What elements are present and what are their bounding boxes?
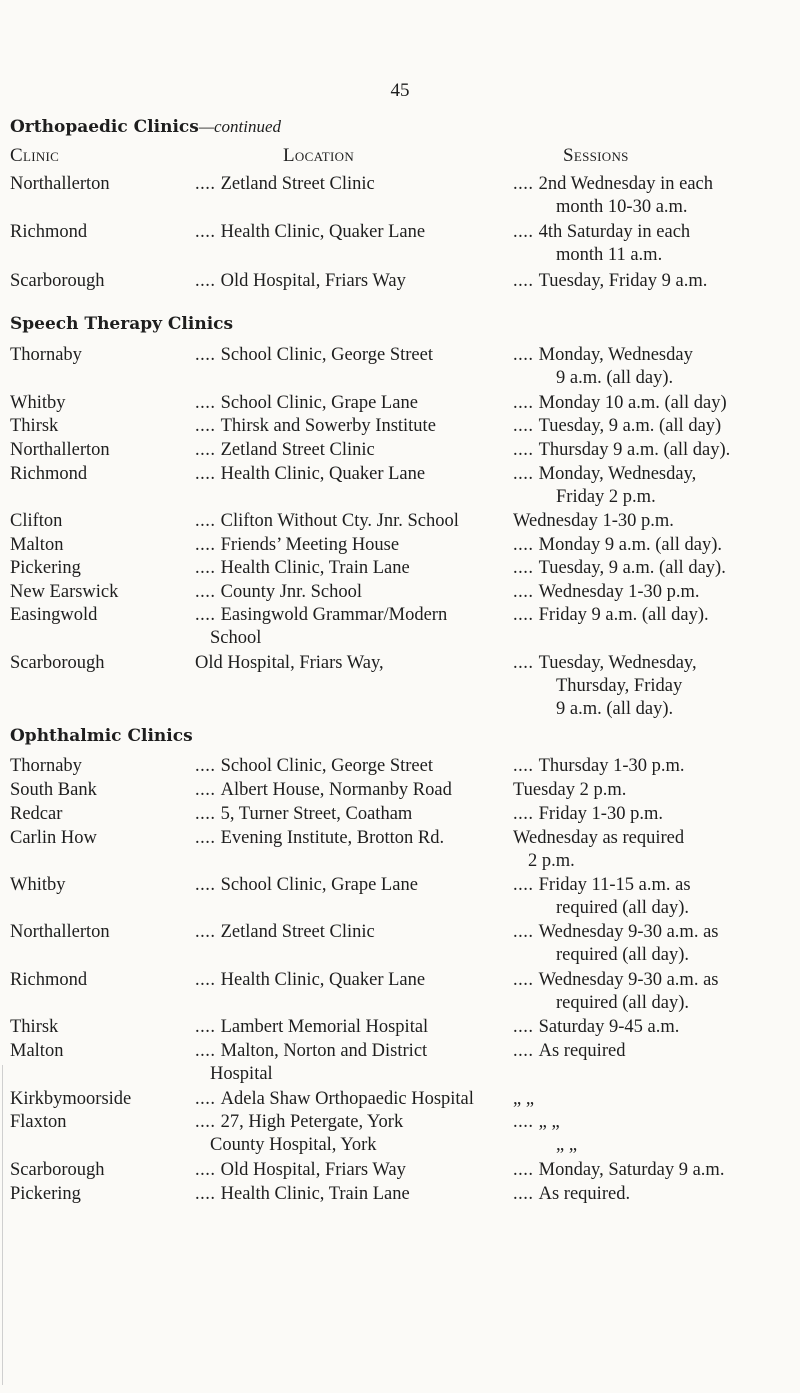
location-text: Thirsk and Sowerby Institute [220,416,436,436]
session-text: 2 p.m. [528,851,575,871]
clinic-sessions: .... As required. [513,1184,631,1204]
clinic-sessions: .... Friday 1-30 p.m. [513,804,663,824]
session-text: Tuesday 2 p.m. [513,780,627,800]
session-text: Monday, Saturday 9 a.m. [538,1160,725,1180]
clinic-sessions: .... Tuesday, Friday 9 a.m. [513,271,708,291]
clinic-name: Thirsk [10,416,59,436]
location-text: School [210,628,262,648]
continued-label: —continued [198,117,281,136]
location-text: Adela Shaw Orthopaedic Hospital [220,1089,474,1109]
clinic-sessions: .... Wednesday 9-30 a.m. as required (all day). [513,922,719,965]
section-title: Ophthalmic Clinics [10,726,193,746]
clinic-name: Northallerton [10,174,110,194]
session-text: 2nd Wednesday in each [538,174,714,194]
session-text: Tuesday, 9 a.m. (all day) [538,416,722,436]
location-text: Zetland Street Clinic [220,922,375,942]
clinic-location: .... Old Hospital, Friars Way [195,271,406,291]
clinic-sessions [513,779,798,802]
clinic-name: Scarborough [10,1160,105,1180]
clinic-location: .... Malton, Norton and District Hospital [195,1041,428,1084]
session-text: Wednesday 9-30 a.m. as [538,970,719,990]
clinic-location: .... Health Clinic, Quaker Lane [195,464,426,484]
clinic-sessions: .... Thursday 1-30 p.m. [513,756,685,776]
clinic-location: .... Old Hospital, Friars Way [195,1160,406,1180]
clinic-sessions: .... „ „ „ „ [513,1112,578,1155]
clinic-sessions: .... Monday, Saturday 9 a.m. [513,1160,725,1180]
clinic-location: .... School Clinic, George Street [195,345,433,365]
column-header-sessions: Sessions [563,145,629,166]
clinic-name: New Earswick [10,582,119,602]
session-text: 9 a.m. (all day). [556,368,674,388]
location-text: Evening Institute, Brotton Rd. [220,828,445,848]
clinic-name: Clifton [10,511,63,531]
clinic-location: .... Health Clinic, Train Lane [195,558,410,578]
session-text: Tuesday, Wednesday, [538,653,697,673]
clinic-name: Northallerton [10,440,110,460]
session-text: As required. [538,1184,631,1204]
location-text: School Clinic, Grape Lane [220,393,418,413]
clinic-name: Thornaby [10,345,82,365]
clinic-name: Richmond [10,222,88,242]
location-text: Health Clinic, Train Lane [220,1184,410,1204]
location-text: County Jnr. School [220,582,362,602]
clinic-name: Richmond [10,464,88,484]
session-text: Tuesday, Friday 9 a.m. [538,271,708,291]
location-text: Health Clinic, Train Lane [220,558,410,578]
clinic-name: Easingwold [10,605,98,625]
session-text: Monday 10 a.m. (all day) [538,393,727,413]
clinic-location: .... Easingwold Grammar/Modern School [195,605,448,648]
clinic-name: South Bank [10,780,97,800]
margin-line [2,1065,3,1385]
column-header-location: Location [283,145,355,166]
clinic-name: Malton [10,535,64,555]
session-text: „ „ [538,1112,560,1132]
clinic-location: .... School Clinic, George Street [195,756,433,776]
session-text: „ „ [556,1135,578,1155]
session-text: Thursday, Friday [556,676,683,696]
session-text: „ „ [513,1089,535,1109]
clinic-location: .... Health Clinic, Train Lane [195,1184,410,1204]
session-text: required (all day). [556,945,690,965]
location-text: County Hospital, York [210,1135,377,1155]
session-text: Monday 9 a.m. (all day). [538,535,723,555]
clinic-location: .... Zetland Street Clinic [195,922,375,942]
location-text: Hospital [210,1064,273,1084]
clinic-sessions: .... Saturday 9-45 a.m. [513,1017,680,1037]
session-text: month 10-30 a.m. [556,197,688,217]
clinic-name: Redcar [10,804,63,824]
session-text: Wednesday 1-30 p.m. [538,582,700,602]
session-text: Tuesday, 9 a.m. (all day). [538,558,726,578]
clinic-sessions: .... Monday, Wednesday, Friday 2 p.m. [513,464,697,507]
location-text: Health Clinic, Quaker Lane [220,464,426,484]
location-text: 27, High Petergate, York [220,1112,404,1132]
location-text: Old Hospital, Friars Way [220,271,406,291]
session-text: required (all day). [556,898,690,918]
clinic-location: .... Evening Institute, Brotton Rd. [195,828,445,848]
clinic-sessions: .... Friday 9 a.m. (all day). [513,605,709,625]
column-header-clinic: Clinic [10,145,60,166]
session-text: Friday 11-15 a.m. as [538,875,691,895]
clinic-sessions: .... Tuesday, Wednesday, Thursday, Friday 9 a.m. (all day). [513,653,697,719]
location-text: Lambert Memorial Hospital [220,1017,429,1037]
clinic-name: Whitby [10,875,66,895]
location-text: 5, Turner Street, Coatham [220,804,413,824]
session-text: Wednesday as required [513,828,685,848]
clinic-name: Whitby [10,393,66,413]
session-text: Friday 9 a.m. (all day). [538,605,709,625]
clinic-sessions [513,510,798,533]
session-text: Friday 2 p.m. [556,487,656,507]
clinic-sessions: .... Monday 10 a.m. (all day) [513,393,727,413]
page-number: 45 [390,80,410,101]
location-text: Friends’ Meeting House [220,535,400,555]
session-text: Friday 1-30 p.m. [538,804,663,824]
clinic-location: .... Clifton Without Cty. Jnr. School [195,511,459,531]
location-text: School Clinic, George Street [220,345,433,365]
clinic-sessions: .... As required [513,1041,626,1061]
location-text: Zetland Street Clinic [220,440,375,460]
clinic-name: Thirsk [10,1017,59,1037]
clinic-location: .... Adela Shaw Orthopaedic Hospital [195,1089,474,1109]
location-text: Health Clinic, Quaker Lane [220,222,426,242]
location-text: Old Hospital, Friars Way [220,1160,406,1180]
clinic-location: .... 5, Turner Street, Coatham [195,804,413,824]
clinic-name: Richmond [10,970,88,990]
location-text: School Clinic, George Street [220,756,433,776]
clinic-name: Northallerton [10,922,110,942]
session-text: As required [538,1041,626,1061]
clinic-name: Kirkbymoorside [10,1089,132,1109]
clinic-location: .... Zetland Street Clinic [195,174,375,194]
clinic-location: .... Lambert Memorial Hospital [195,1017,429,1037]
clinic-location: .... Friends’ Meeting House [195,535,400,555]
clinic-location: .... 27, High Petergate, York County Hospital, York [195,1112,404,1155]
clinic-sessions: .... Monday, Wednesday 9 a.m. (all day). [513,345,693,388]
clinic-sessions: .... Tuesday, 9 a.m. (all day). [513,558,726,578]
clinic-location [195,652,513,675]
section-title-text: Orthopaedic Clinics [10,117,199,137]
session-text: Monday, Wednesday [538,345,693,365]
clinic-location: .... Albert House, Normanby Road [195,780,452,800]
location-text: School Clinic, Grape Lane [220,875,418,895]
clinic-sessions [513,1088,798,1111]
clinic-location: .... School Clinic, Grape Lane [195,875,418,895]
clinic-sessions: .... Friday 11-15 a.m. as required (all day). [513,875,691,918]
location-text: Malton, Norton and District [220,1041,428,1061]
clinic-name: Pickering [10,1184,81,1204]
clinic-sessions: .... Thursday 9 a.m. (all day). [513,440,731,460]
section-title: Speech Therapy Clinics [10,314,234,334]
clinic-sessions: .... Wednesday 1-30 p.m. [513,582,700,602]
clinic-sessions [513,827,798,873]
session-text: month 11 a.m. [556,245,663,265]
session-text: Wednesday 1-30 p.m. [513,511,674,531]
session-text: Saturday 9-45 a.m. [538,1017,680,1037]
clinic-location: .... Health Clinic, Quaker Lane [195,970,426,990]
session-text: 9 a.m. (all day). [556,699,674,719]
clinic-sessions: .... Tuesday, 9 a.m. (all day) [513,416,722,436]
clinic-location: .... Health Clinic, Quaker Lane [195,222,426,242]
location-text: Clifton Without Cty. Jnr. School [220,511,459,531]
session-text: Thursday 1-30 p.m. [538,756,685,776]
location-text: Zetland Street Clinic [220,174,375,194]
session-text: Wednesday 9-30 a.m. as [538,922,719,942]
clinic-location: .... County Jnr. School [195,582,362,602]
clinic-name: Pickering [10,558,81,578]
session-text: 4th Saturday in each [538,222,691,242]
location-text: Easingwold Grammar/Modern [220,605,448,625]
clinic-sessions: .... 4th Saturday in each month 11 a.m. [513,222,691,265]
clinic-name: Scarborough [10,653,105,673]
clinic-sessions: .... Wednesday 9-30 a.m. as required (all day). [513,970,719,1013]
clinic-name: Flaxton [10,1112,67,1132]
clinic-sessions: .... 2nd Wednesday in each month 10-30 a.m. [513,174,714,217]
section-title [10,117,281,137]
clinic-name: Scarborough [10,271,105,291]
clinic-sessions: .... Monday 9 a.m. (all day). [513,535,723,555]
clinic-location: .... Zetland Street Clinic [195,440,375,460]
location-text: Old Hospital, Friars Way, [195,653,384,673]
clinic-location: .... Thirsk and Sowerby Institute [195,416,436,436]
clinic-name: Thornaby [10,756,82,776]
clinic-location: .... School Clinic, Grape Lane [195,393,418,413]
session-text: required (all day). [556,993,690,1013]
clinic-name: Malton [10,1041,64,1061]
session-text: Thursday 9 a.m. (all day). [538,440,731,460]
clinic-name: Carlin How [10,828,97,848]
session-text: Monday, Wednesday, [538,464,697,484]
location-text: Albert House, Normanby Road [220,780,452,800]
location-text: Health Clinic, Quaker Lane [220,970,426,990]
